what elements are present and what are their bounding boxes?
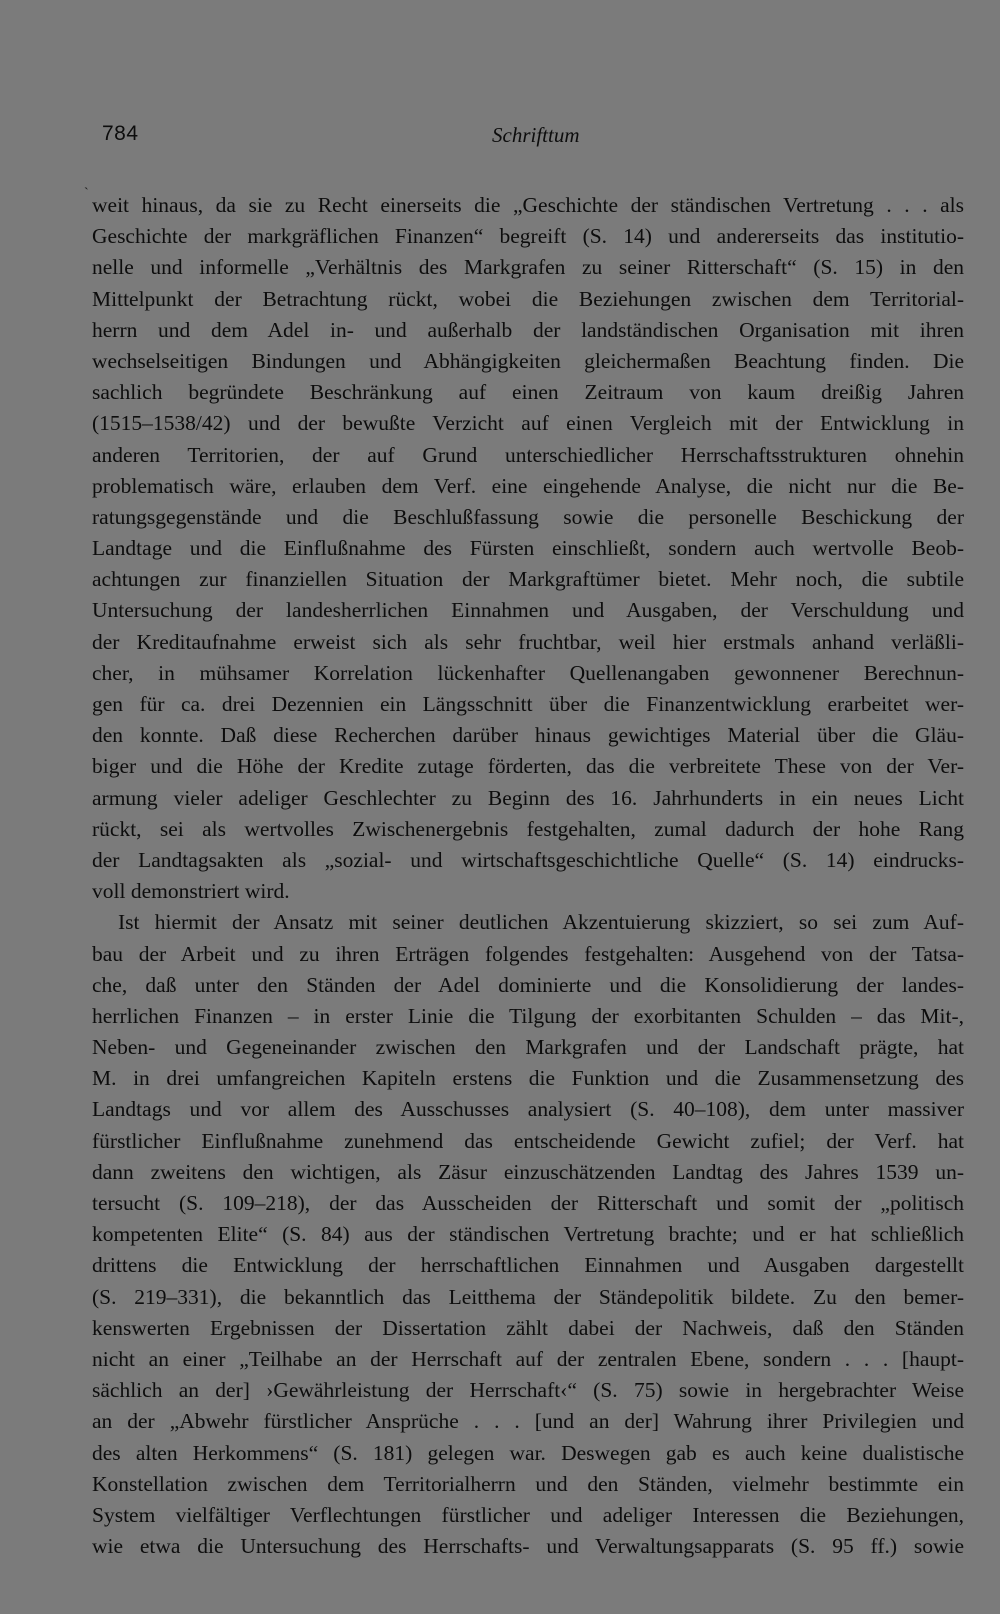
text-line: cher, in mühsamer Korrelation lückenhafter Quellenangaben gewonnener Berechnun- <box>92 660 964 685</box>
text-line: der Landtagsakten als „sozial- und wirtschaftsgeschichtliche Quelle“ (S. 14) eindrucks- <box>92 847 964 872</box>
text-line: der Kreditaufnahme erweist sich als sehr fruchtbar, weil hier erstmals anhand verläßli- <box>92 629 964 654</box>
text-line: wie etwa die Untersuchung des Herrschafts- und Verwaltungsapparats (S. 95 ff.) sowie <box>92 1534 964 1559</box>
text-line: System vielfältiger Verflechtungen fürstlicher und adeliger Interessen die Beziehungen, <box>92 1502 964 1527</box>
text-line: Geschichte der markgräflichen Finanzen“ begreift (S. 14) und andererseits das institutio- <box>92 224 964 249</box>
running-title: Schrifttum <box>492 123 580 147</box>
text-line: voll demonstriert wird. <box>92 879 290 904</box>
text-line: Landtags und vor allem des Ausschusses analysiert (S. 40–108), dem unter massiver <box>92 1097 964 1122</box>
text-line: wechselseitigen Bindungen und Abhängigkeiten gleichermaßen Beachtung finden. Die <box>92 348 964 373</box>
text-line: gen für ca. drei Dezennien ein Längsschnitt über die Finanzentwicklung erarbeitet wer- <box>92 692 964 716</box>
text-line: dann zweitens den wichtigen, als Zäsur einzuschätzenden Landtag des Jahres 1539 un- <box>92 1159 964 1184</box>
text-line: (1515–1538/42) und der bewußte Verzicht auf einen Vergleich mit der Entwicklung in <box>92 411 964 436</box>
text-line: Mittelpunkt der Betrachtung rückt, wobei die Beziehungen zwischen dem Territorial- <box>92 286 964 311</box>
margin-mark: ˋ <box>84 186 89 201</box>
text-line: kenswerten Ergebnissen der Dissertation zählt dabei der Nachweis, daß den Ständen <box>92 1315 964 1340</box>
text-line: M. in drei umfangreichen Kapiteln erstens die Funktion und die Zusammensetzung des <box>92 1066 964 1091</box>
text-line: kompetenten Elite“ (S. 84) aus der ständischen Vertretung brachte; und er hat schließlich <box>92 1222 964 1247</box>
text-line: Ist hiermit der Ansatz mit seiner deutlichen Akzentuierung skizziert, so sei zum Auf- <box>118 910 964 935</box>
text-line: an der „Abwehr fürstlicher Ansprüche . . . [und an der] Wahrung ihrer Privilegien und <box>92 1409 964 1434</box>
text-line: tersucht (S. 109–218), der das Ausscheiden der Ritterschaft und somit der „politisch <box>92 1191 964 1215</box>
text-line: herrn und dem Adel in- und außerhalb der landständischen Organisation mit ihren <box>92 317 964 342</box>
text-line: (S. 219–331), die bekanntlich das Leitthema der Ständepolitik bildete. Zu den bemer- <box>92 1284 964 1309</box>
text-line: nicht an einer „Teilhabe an der Herrschaft auf der zentralen Ebene, sondern . . . [haupt- <box>92 1346 964 1371</box>
body-text <box>92 190 964 1562</box>
text-line: ratungsgegenstände und die Beschlußfassung sowie die personelle Beschickung der <box>92 504 964 529</box>
text-line: den konnte. Daß diese Recherchen darüber hinaus gewichtiges Material über die Gläu- <box>92 723 964 748</box>
text-line: sächlich an der] ›Gewährleistung der Herrschaft‹“ (S. 75) sowie in hergebrachter Weise <box>92 1378 964 1403</box>
text-line: Konstellation zwischen dem Territorialherrn und den Ständen, vielmehr bestimmte ein <box>92 1471 964 1496</box>
text-line: Landtage und die Einflußnahme des Fürsten einschließt, sondern auch wertvolle Beob- <box>92 536 964 561</box>
text-line: herrlichen Finanzen – in erster Linie die Tilgung der exorbitanten Schulden – das Mit-, <box>92 1003 964 1028</box>
text-line: Untersuchung der landesherrlichen Einnahmen und Ausgaben, der Verschuldung und <box>92 598 964 623</box>
text-line: drittens die Entwicklung der herrschaftlichen Einnahmen und Ausgaben dargestellt <box>92 1253 964 1278</box>
text-line: nelle und informelle „Verhältnis des Markgrafen zu seiner Ritterschaft“ (S. 15) in den <box>92 255 964 280</box>
text-line: bau der Arbeit und zu ihren Erträgen folgendes festgehalten: Ausgehend von der Tatsa- <box>92 941 964 966</box>
text-line: fürstlicher Einflußnahme zunehmend das entscheidende Gewicht zufiel; der Verf. hat <box>92 1128 964 1153</box>
paragraph <box>92 190 964 907</box>
text-line: Neben- und Gegeneinander zwischen den Markgrafen und der Landschaft prägte, hat <box>92 1035 964 1060</box>
text-line: rückt, sei als wertvolles Zwischenergebnis festgehalten, zumal dadurch der hohe Rang <box>92 816 964 841</box>
page-number: 784 <box>102 122 139 145</box>
text-line: biger und die Höhe der Kredite zutage förderten, das die verbreitete These von der Ver- <box>92 754 964 779</box>
text-line: che, daß unter den Ständen der Adel dominierte und die Konsolidierung der landes- <box>92 972 964 997</box>
page-header <box>100 122 960 154</box>
text-line: des alten Herkommens“ (S. 181) gelegen war. Deswegen gab es auch keine dualistische <box>92 1440 964 1465</box>
text-line: achtungen zur finanziellen Situation der Markgraftümer bietet. Mehr noch, die subtile <box>92 567 964 592</box>
text-line: weit hinaus, da sie zu Recht einerseits die „Geschichte der ständischen Vertretung . . . als <box>92 193 964 217</box>
text-line: armung vieler adeliger Geschlechter zu Beginn des 16. Jahrhunderts in ein neues Licht <box>92 785 964 810</box>
text-line: sachlich begründete Beschränkung auf einen Zeitraum von kaum dreißig Jahren <box>92 380 964 405</box>
paragraph <box>92 907 964 1562</box>
text-line: anderen Territorien, der auf Grund unterschiedlicher Herrschaftsstrukturen ohnehin <box>92 442 964 467</box>
text-line: problematisch wäre, erlauben dem Verf. eine eingehende Analyse, die nicht nur die Be- <box>92 473 964 498</box>
